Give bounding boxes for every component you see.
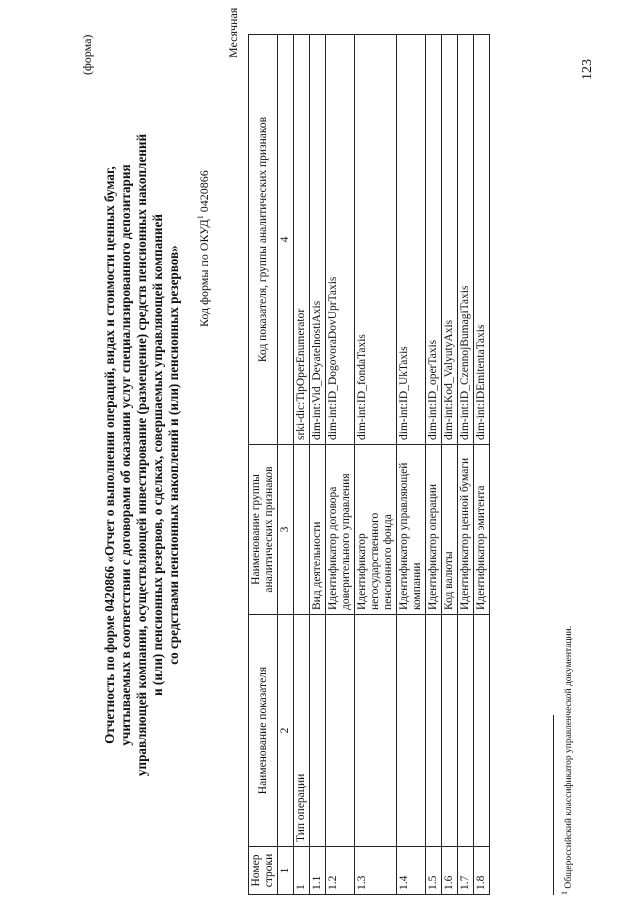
column-number: 3 xyxy=(278,445,294,615)
column-number: 1 xyxy=(278,847,294,895)
title-line: управляющей компании, осуществляющей инвестирование (размещение) средств пенсионных накоплений xyxy=(134,133,149,777)
table-row xyxy=(310,35,326,895)
code-cell: dim-int:ID_DogovoraDovUprTaxis xyxy=(326,35,355,445)
row-number-cell: 1.3 xyxy=(355,847,397,895)
header-code: Код показателя, группы аналитических признаков xyxy=(249,35,278,445)
indicator-name-cell xyxy=(397,615,426,847)
document-title xyxy=(102,105,182,805)
indicator-name-cell xyxy=(474,615,490,847)
table-row xyxy=(458,35,474,895)
header-row-number: Номер строки xyxy=(249,847,278,895)
code-cell: srki-dic:TipOperEnumerator xyxy=(294,35,310,445)
group-name-cell: Идентификатор операции xyxy=(426,445,442,615)
title-line: и (или) пенсионных резервов, о сделках, совершаемых управляющей компанией xyxy=(150,214,165,696)
group-name-cell: Код валюты xyxy=(442,445,458,615)
group-name-cell: Идентификатор ценной бумаги xyxy=(458,445,474,615)
table-row xyxy=(326,35,355,895)
table-row xyxy=(442,35,458,895)
row-number-cell: 1.5 xyxy=(426,847,442,895)
table-header-row xyxy=(249,35,278,895)
table-body xyxy=(294,35,490,895)
row-number-cell: 1 xyxy=(294,847,310,895)
indicators-table xyxy=(248,34,490,895)
row-number-cell: 1.8 xyxy=(474,847,490,895)
okud-footnote-mark: 1 xyxy=(196,215,205,220)
row-number-cell: 1.7 xyxy=(458,847,474,895)
table-row xyxy=(355,35,397,895)
okud-code-line xyxy=(196,170,212,327)
indicator-name-cell: Тип операции xyxy=(294,615,310,847)
column-number: 4 xyxy=(278,35,294,445)
table-row xyxy=(397,35,426,895)
title-line: Отчетность по форме 0420866 «Отчет о выполнении операций, видах и стоимости ценных бумаг, xyxy=(102,166,117,744)
code-cell: dim-int:ID_operTaxis xyxy=(426,35,442,445)
form-label: (форма) xyxy=(80,34,94,75)
footnote-text: Общероссийский классификатор управленческой документации. xyxy=(564,625,575,889)
table-row xyxy=(294,35,310,895)
title-line: учитываемых в соответствии с договорами об оказании услуг специализированного депозитария xyxy=(118,164,133,746)
column-number-row xyxy=(278,35,294,895)
code-cell: dim-int:ID_CzennojBumagiTaxis xyxy=(458,35,474,445)
header-group-name: Наименование группы аналитических признаков xyxy=(249,445,278,615)
column-number: 2 xyxy=(278,615,294,847)
code-cell: dim-int:ID_UkTaxis xyxy=(397,35,426,445)
row-number-cell: 1.2 xyxy=(326,847,355,895)
period-label: Месячная xyxy=(226,7,240,58)
indicator-name-cell xyxy=(442,615,458,847)
code-cell: dim-int:Vid_DeyatelnostiAxis xyxy=(310,35,326,445)
group-name-cell: Идентификатор управляющей компании xyxy=(397,445,426,615)
row-number-cell: 1.1 xyxy=(310,847,326,895)
group-name-cell: Идентификатор договора доверительного управления xyxy=(326,445,355,615)
code-cell: dim-int:IDEmitentaTaxis xyxy=(474,35,490,445)
indicator-name-cell xyxy=(458,615,474,847)
table-row xyxy=(426,35,442,895)
footnote-mark: 1 xyxy=(560,891,569,895)
group-name-cell xyxy=(294,445,310,615)
okud-prefix: Код формы по ОКУД xyxy=(197,219,211,327)
code-cell: dim-int:Kod_ValyutyAxis xyxy=(442,35,458,445)
footnote xyxy=(560,626,574,895)
header-indicator-name: Наименование показателя xyxy=(249,615,278,847)
footnote-separator xyxy=(553,715,554,895)
group-name-cell: Идентификатор эмитента xyxy=(474,445,490,615)
title-line: со средствами пенсионных накоплений и (или) пенсионных резервов» xyxy=(166,245,181,665)
indicator-name-cell xyxy=(310,615,326,847)
indicator-name-cell xyxy=(426,615,442,847)
indicator-name-cell xyxy=(355,615,397,847)
table-row xyxy=(474,35,490,895)
page-number: 123 xyxy=(580,59,595,80)
code-cell: dim-int:ID_fondaTaxis xyxy=(355,35,397,445)
group-name-cell: Вид деятельности xyxy=(310,445,326,615)
indicator-name-cell xyxy=(326,615,355,847)
group-name-cell: Идентификатор негосударственного пенсионного фонда xyxy=(355,445,397,615)
row-number-cell: 1.4 xyxy=(397,847,426,895)
row-number-cell: 1.6 xyxy=(442,847,458,895)
okud-code: 0420866 xyxy=(197,170,211,213)
